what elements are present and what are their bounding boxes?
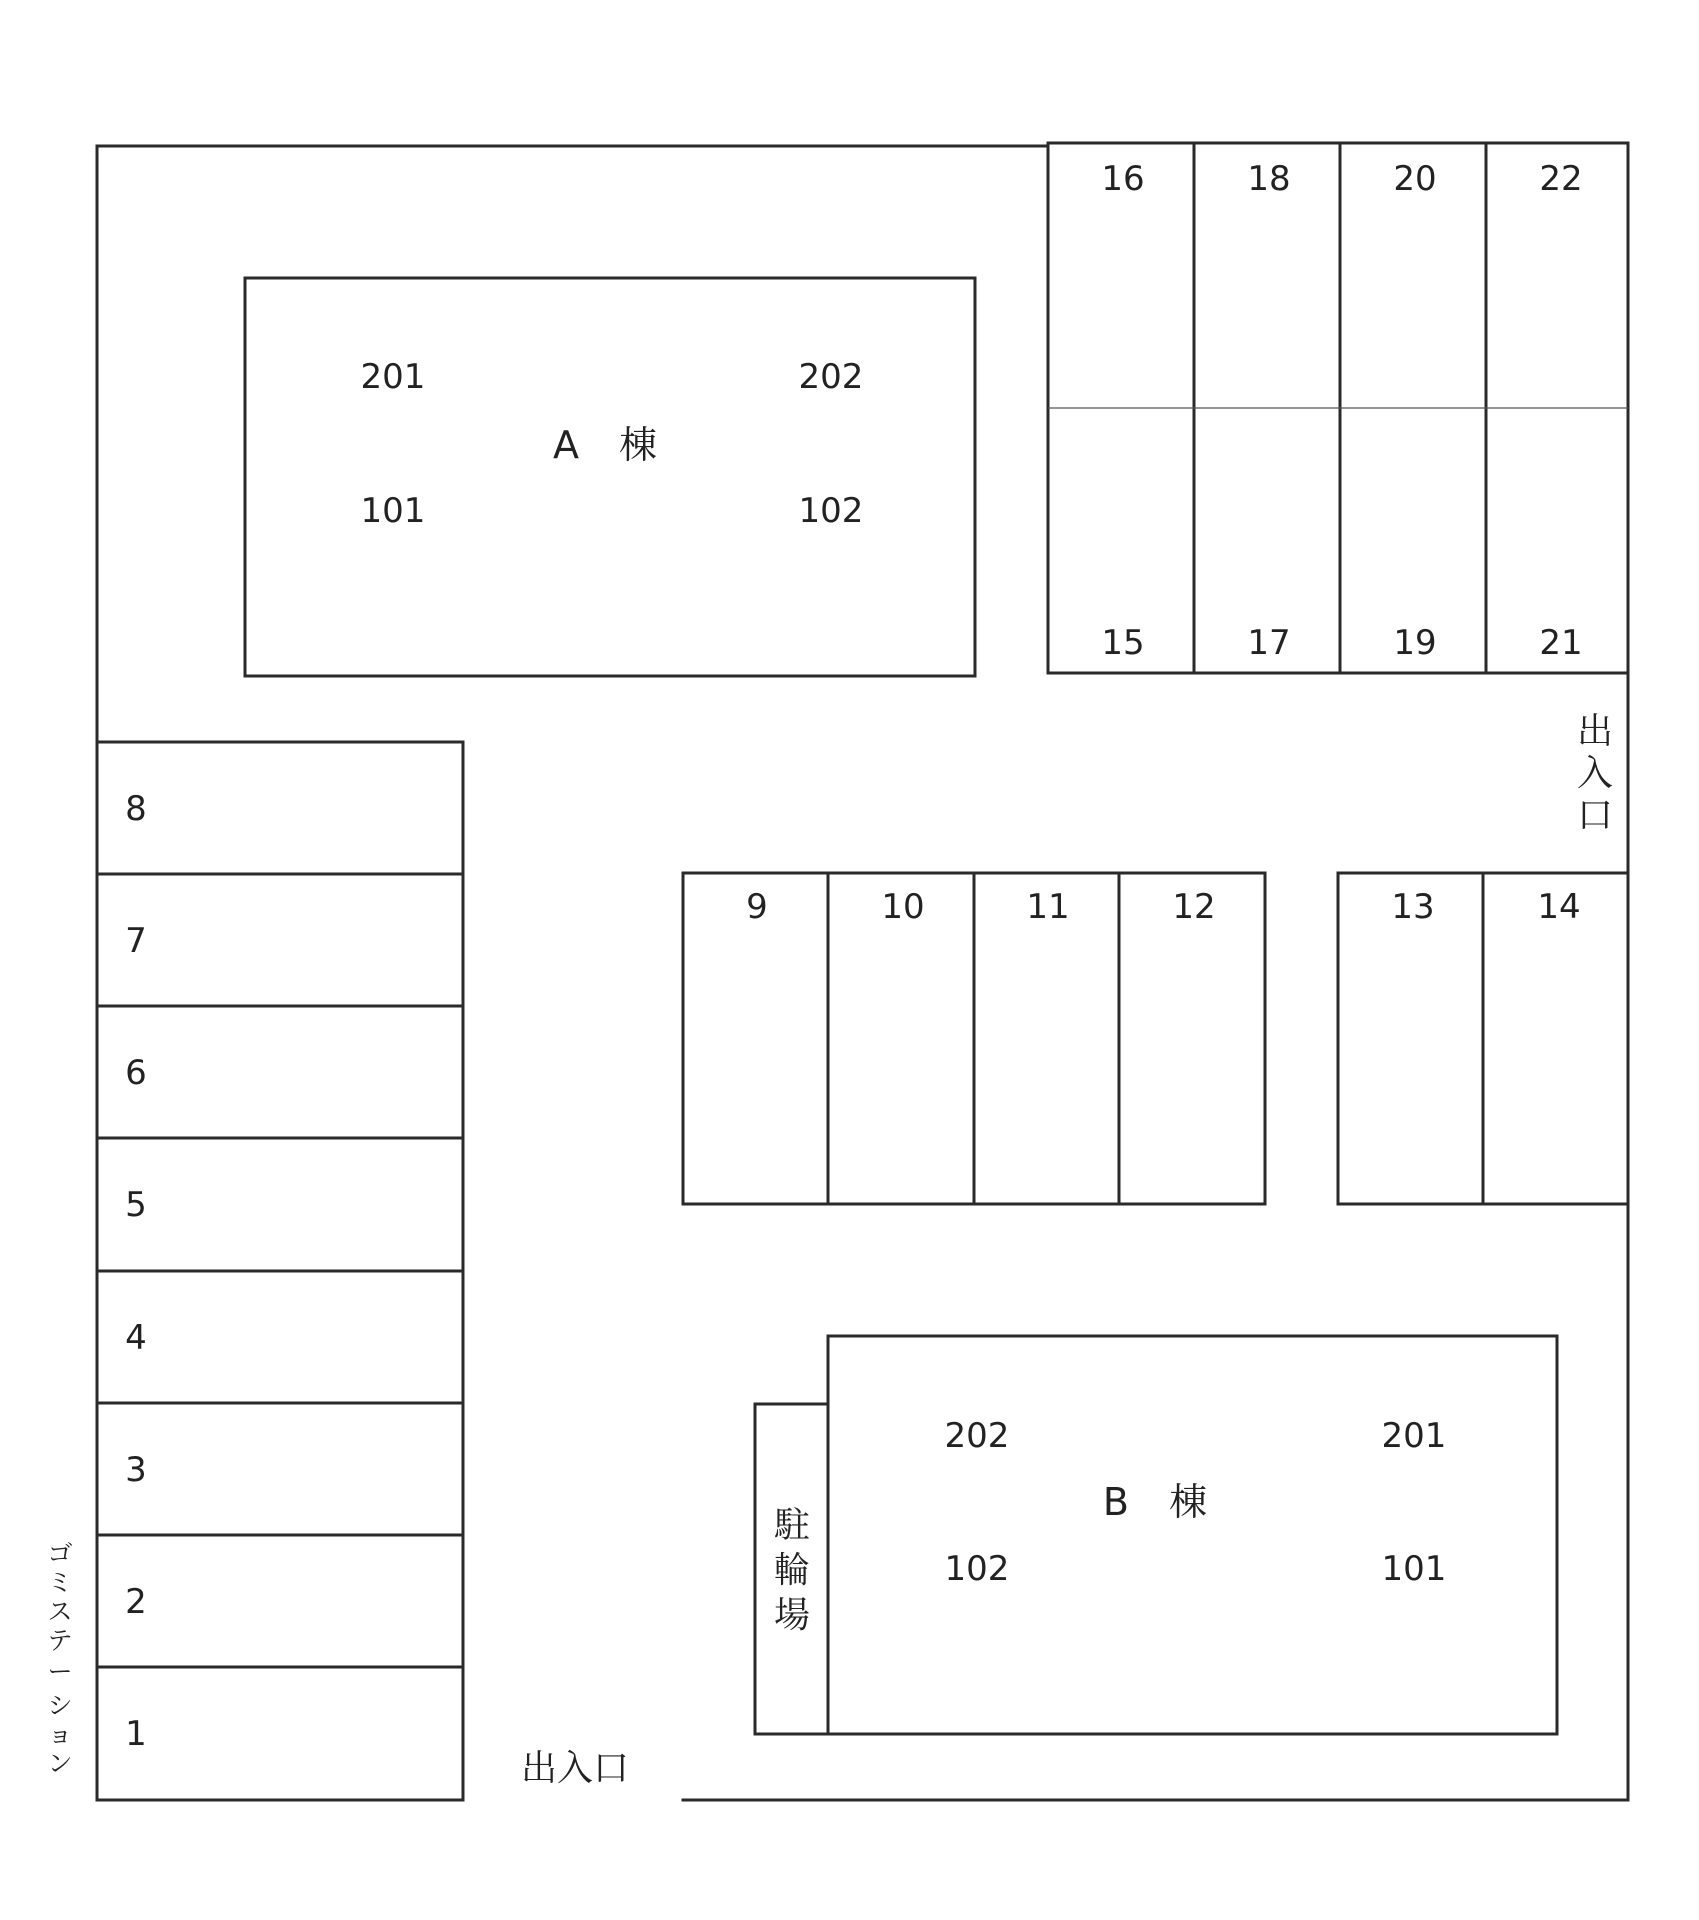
building-a-unit-201: 201 <box>360 357 426 397</box>
building-a-unit-102: 102 <box>798 491 864 531</box>
svg-text:ョ: ョ <box>47 1720 73 1749</box>
building-a <box>245 278 975 676</box>
parking-block-top-right <box>1048 143 1628 673</box>
svg-text:ミ: ミ <box>47 1568 73 1597</box>
building-b-unit-201: 201 <box>1381 1416 1447 1456</box>
garbage-station-label <box>47 1539 72 1778</box>
svg-text:駐: 駐 <box>773 1505 811 1546</box>
parking-space-8: 8 <box>125 789 147 829</box>
building-b-name: B 棟 <box>1102 1480 1222 1524</box>
parking-space-14: 14 <box>1537 887 1581 927</box>
parking-space-12: 12 <box>1172 887 1216 927</box>
parking-space-15: 15 <box>1101 623 1145 663</box>
svg-text:ゴ: ゴ <box>47 1539 73 1568</box>
parking-column-left <box>97 742 463 1800</box>
parking-space-18: 18 <box>1247 159 1291 199</box>
parking-space-16: 16 <box>1101 159 1145 199</box>
parking-space-21: 21 <box>1539 623 1583 663</box>
parking-space-5: 5 <box>125 1185 147 1225</box>
entrance-right-label <box>1577 711 1613 836</box>
parking-space-2: 2 <box>125 1582 147 1622</box>
svg-text:ス: ス <box>47 1597 73 1626</box>
building-b-unit-202: 202 <box>944 1416 1010 1456</box>
svg-text:口: 口 <box>1576 795 1614 836</box>
parking-space-6: 6 <box>125 1053 147 1093</box>
building-b-outline <box>828 1336 1557 1734</box>
parking-space-10: 10 <box>881 887 925 927</box>
parking-space-17: 17 <box>1247 623 1291 663</box>
parking-space-22: 22 <box>1539 159 1583 199</box>
parking-row-middle <box>683 873 1265 1204</box>
parking-space-7: 7 <box>125 921 147 961</box>
svg-text:出: 出 <box>1576 711 1614 752</box>
svg-text:ン: ン <box>47 1749 73 1778</box>
building-b <box>828 1336 1557 1734</box>
svg-text:入: 入 <box>1576 753 1614 794</box>
parking-space-4: 4 <box>125 1318 147 1358</box>
parking-space-13: 13 <box>1391 887 1435 927</box>
building-a-outline <box>245 278 975 676</box>
svg-text:シ: シ <box>47 1691 73 1720</box>
parking-space-11: 11 <box>1026 887 1070 927</box>
svg-text:テ: テ <box>47 1626 73 1655</box>
parking-space-20: 20 <box>1393 159 1437 199</box>
svg-text:ー: ー <box>47 1657 73 1686</box>
building-b-unit-101: 101 <box>1381 1549 1447 1589</box>
parking-pair-right <box>1338 873 1628 1204</box>
parking-space-19: 19 <box>1393 623 1437 663</box>
building-a-unit-202: 202 <box>798 357 864 397</box>
bicycle-parking <box>755 1404 828 1734</box>
entrance-bottom-label: 出入口 <box>520 1748 630 1789</box>
parking-space-1: 1 <box>125 1714 147 1754</box>
building-a-unit-101: 101 <box>360 491 426 531</box>
svg-text:輪: 輪 <box>773 1550 811 1591</box>
svg-text:場: 場 <box>773 1595 811 1636</box>
building-a-name: A 棟 <box>552 423 672 467</box>
parking-space-3: 3 <box>125 1450 147 1490</box>
building-b-unit-102: 102 <box>944 1549 1010 1589</box>
parking-space-9: 9 <box>746 887 768 927</box>
